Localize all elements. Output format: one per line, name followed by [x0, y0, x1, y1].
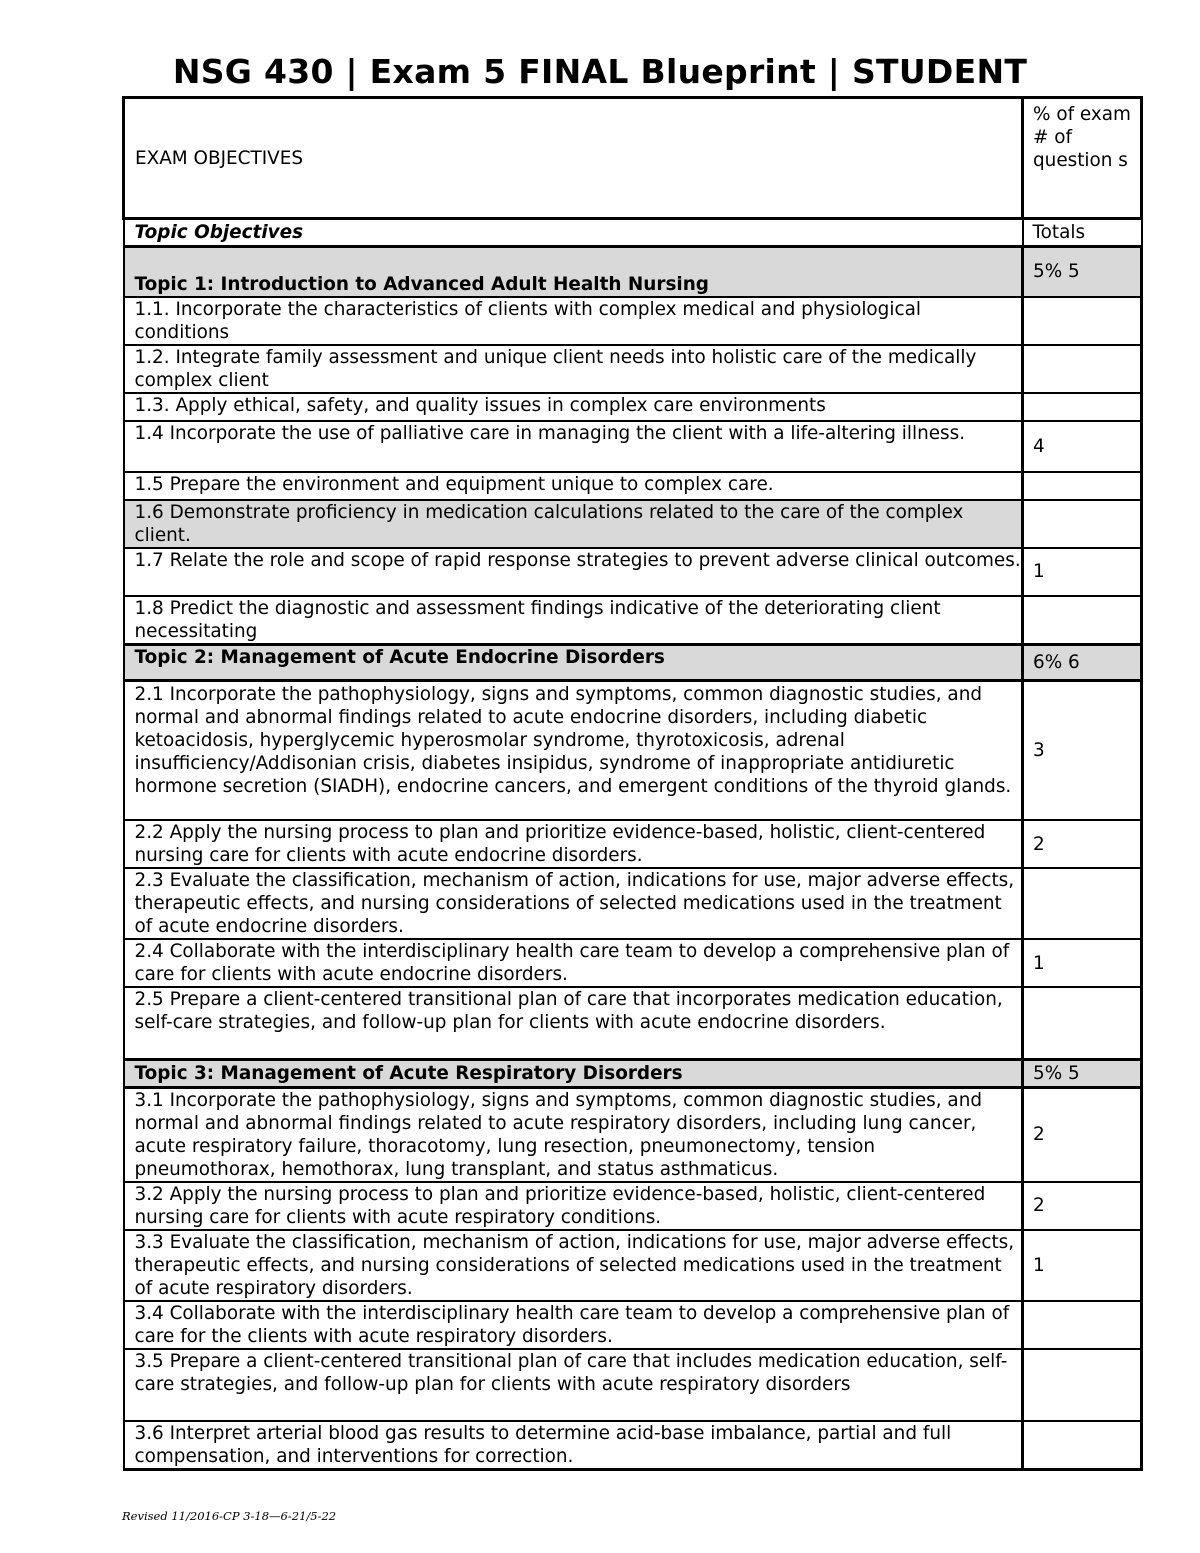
topic-row [124, 247, 1142, 297]
objective-text: 1.8 Predict the diagnostic and assessment findings indicative of the deteriorating client necessitating [124, 596, 1023, 645]
objective-count [1023, 345, 1142, 393]
objective-row [124, 548, 1142, 596]
objective-text: 3.2 Apply the nursing process to plan and prioritize evidence-based, holistic, client-centered nursing care for clients with acute respiratory conditions. [124, 1182, 1023, 1230]
objective-text: 3.3 Evaluate the classification, mechanism of action, indications for use, major adverse effects, therapeutic effects, and nursing considerations of selected medications used in the treatment of acute respiratory disorders. [124, 1230, 1023, 1301]
totals-label: Totals [1023, 219, 1142, 247]
objective-row [124, 472, 1142, 500]
objective-row [124, 1301, 1142, 1349]
objective-row [124, 1421, 1142, 1470]
objective-text: 2.2 Apply the nursing process to plan and prioritize evidence-based, holistic, client-centered nursing care for clients with acute endocrine disorders. [124, 820, 1023, 868]
objective-text: 1.3. Apply ethical, safety, and quality issues in complex care environments [124, 393, 1023, 421]
blueprint-table [122, 96, 1143, 1471]
objective-text: 3.1 Incorporate the pathophysiology, signs and symptoms, common diagnostic studies, and normal and abnormal findings related to acute respiratory disorders, including lung cancer, acute respiratory failure, thoracotomy, lung resection, pneumonectomy, tension pneumothorax, hemothorax, lung transplant, and status asthmaticus. [124, 1087, 1023, 1182]
objective-row [124, 1349, 1142, 1421]
objective-count [1023, 1349, 1142, 1421]
table-header-row [124, 98, 1142, 219]
topic-objectives-label: Topic Objectives [124, 219, 1023, 247]
objective-count: 1 [1023, 1230, 1142, 1301]
objective-row [124, 680, 1142, 820]
topic-3-total: 5% 5 [1023, 1059, 1142, 1087]
objective-count [1023, 596, 1142, 645]
objective-count [1023, 868, 1142, 939]
objective-row [124, 345, 1142, 393]
objective-row [124, 1230, 1142, 1301]
pct-header: % of exam # of question s [1023, 98, 1142, 219]
objective-text: 3.6 Interpret arterial blood gas results to determine acid-base imbalance, partial and full compensation, and interventions for correction. [124, 1421, 1023, 1470]
objective-row [124, 596, 1142, 645]
objective-text: 1.7 Relate the role and scope of rapid response strategies to prevent adverse clinical outcomes. [124, 548, 1023, 596]
objective-text: 3.4 Collaborate with the interdisciplinary health care team to develop a comprehensive plan of care for the clients with acute respiratory disorders. [124, 1301, 1023, 1349]
objective-count [1023, 987, 1142, 1059]
objective-row [124, 393, 1142, 421]
objective-count [1023, 1421, 1142, 1470]
objective-text: 2.4 Collaborate with the interdisciplinary health care team to develop a comprehensive plan of care for clients with acute endocrine disorders. [124, 939, 1023, 987]
objective-count [1023, 500, 1142, 548]
objective-row [124, 297, 1142, 345]
objective-count [1023, 393, 1142, 421]
objective-count: 2 [1023, 820, 1142, 868]
topic-row [124, 1059, 1142, 1087]
objective-row [124, 1087, 1142, 1182]
objective-row [124, 939, 1142, 987]
page-title: NSG 430 | Exam 5 FINAL Blueprint | STUDENT [172, 52, 1028, 91]
objective-text: 1.4 Incorporate the use of palliative care in managing the client with a life-altering illness. [124, 421, 1023, 472]
topic-row [124, 644, 1142, 680]
objective-text: 1.2. Integrate family assessment and unique client needs into holistic care of the medically complex client [124, 345, 1023, 393]
objective-count: 3 [1023, 680, 1142, 820]
objective-text: 1.6 Demonstrate proficiency in medication calculations related to the care of the complex client. [124, 500, 1023, 548]
topic-1-title: Topic 1: Introduction to Advanced Adult Health Nursing [124, 247, 1023, 297]
objective-text: 1.1. Incorporate the characteristics of clients with complex medical and physiological conditions [124, 297, 1023, 345]
objective-row [124, 987, 1142, 1059]
objective-text: 2.5 Prepare a client-centered transitional plan of care that incorporates medication education, self-care strategies, and follow-up plan for clients with acute endocrine disorders. [124, 987, 1023, 1059]
subheader-row [124, 219, 1142, 247]
objective-text: 1.5 Prepare the environment and equipment unique to complex care. [124, 472, 1023, 500]
revision-footer: Revised 11/2016-CP 3-18—6-21/5-22 [122, 1509, 337, 1523]
objective-count [1023, 472, 1142, 500]
objective-row [124, 421, 1142, 472]
objective-text: 2.1 Incorporate the pathophysiology, signs and symptoms, common diagnostic studies, and normal and abnormal findings related to acute endocrine disorders, including diabetic ketoacidosis, hyperglycemic hyperosmolar syndrome, thyrotoxicosis, adrenal insufficiency/Addisonian crisis, diabetes insipidus, syndrome of inappropriate antidiuretic hormone secretion (SIADH), endocrine cancers, and emergent conditions of the thyroid glands. [124, 680, 1023, 820]
objective-count: 1 [1023, 939, 1142, 987]
objective-row [124, 868, 1142, 939]
objective-row [124, 500, 1142, 548]
objective-text: 3.5 Prepare a client-centered transitional plan of care that includes medication education, self-care strategies, and follow-up plan for clients with acute respiratory disorders [124, 1349, 1023, 1421]
objective-count: 2 [1023, 1087, 1142, 1182]
objective-text: 2.3 Evaluate the classification, mechanism of action, indications for use, major adverse effects, therapeutic effects, and nursing considerations of selected medications used in the treatment of acute endocrine disorders. [124, 868, 1023, 939]
objective-count: 2 [1023, 1182, 1142, 1230]
topic-3-title: Topic 3: Management of Acute Respiratory Disorders [124, 1059, 1023, 1087]
topic-2-total: 6% 6 [1023, 644, 1142, 680]
exam-objectives-header: EXAM OBJECTIVES [124, 98, 1023, 219]
objective-count [1023, 297, 1142, 345]
objective-row [124, 820, 1142, 868]
objective-count [1023, 1301, 1142, 1349]
objective-count: 4 [1023, 421, 1142, 472]
topic-1-total: 5% 5 [1023, 247, 1142, 297]
objective-row [124, 1182, 1142, 1230]
objective-count: 1 [1023, 548, 1142, 596]
topic-2-title: Topic 2: Management of Acute Endocrine Disorders [124, 644, 1023, 680]
